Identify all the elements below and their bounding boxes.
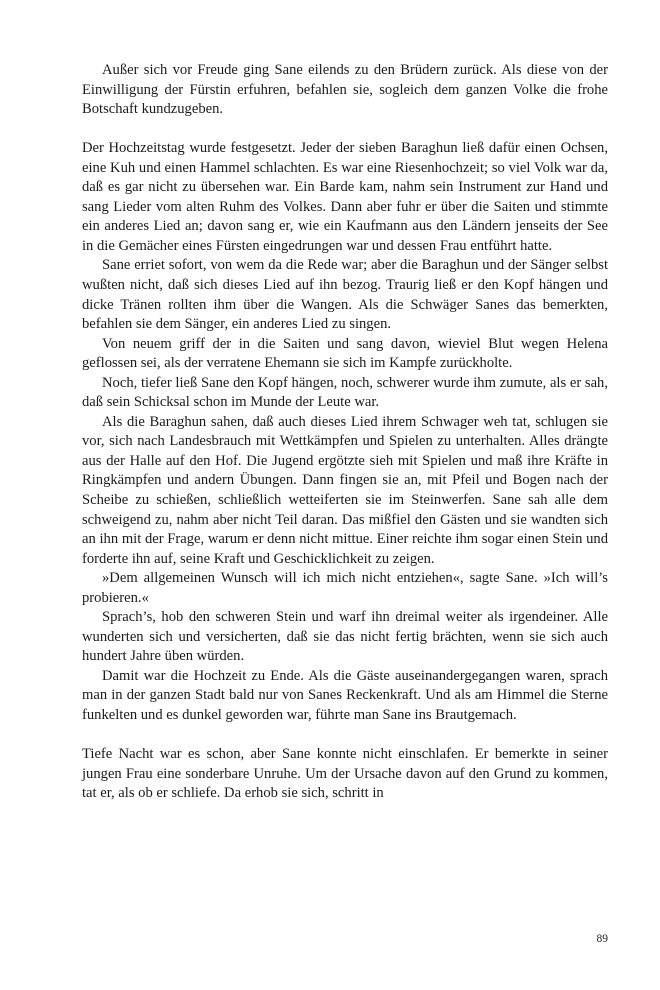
page-number: 89 xyxy=(596,933,608,945)
paragraph-8: Sprach’s, hob den schweren Stein und warf ihn dreimal weiter als irgendeiner. Alle wunderten sich und versicherten, daß sie das nicht fertig brächten, wenn sie sich auch hundert Jahre üben würden. xyxy=(82,609,608,665)
paragraph-4: Von neuem griff der in die Saiten und sang davon, wieviel Blut wegen Helena geflossen sei, als der verratene Ehemann sie sich im Kampfe zurückholte. xyxy=(82,335,608,372)
paragraph-6: Als die Baraghun sahen, daß auch dieses Lied ihrem Schwager weh tat, schlugen sie vor, sich nach Landesbrauch mit Wettkämpfen und Spielen zu unterhalten. Alles drängte aus der Halle auf den Hof. Die Jugend ergötzte sieh mit Spielen und maß ihre Kräfte in Ringkämpfen und andern Übungen. Dann fingen sie an, mit Pfeil und Bogen nach der Scheibe zu schießen, schließlich wetteiferten sie im Steinwerfen. Sane sah alle dem schweigend zu, nahm aber nicht Teil daran. Das mißfiel den Gästen und sie wandten sich an ihn mit der Frage, warum er denn nicht mittue. Einer reichte ihm sogar einen Stein und forderte ihn auf, seine Kraft und Geschicklichkeit zu zeigen. xyxy=(82,413,608,567)
paragraph-5: Noch, tiefer ließ Sane den Kopf hängen, noch, schwerer wurde ihm zumute, als er sah, daß sein Schicksal schon im Munde der Leute war. xyxy=(82,374,608,411)
paragraph-3: Sane erriet sofort, von wem da die Rede war; aber die Baraghun und der Sänger selbst wußten nicht, daß sich dieses Lied auf ihn bezog. Traurig ließ er den Kopf hängen und dicke Tränen rollten ihm über die Wangen. Als die Schwäger Sanes das bemerkten, befahlen sie dem Sänger, ein anderes Lied zu singen. xyxy=(82,257,608,333)
page-body xyxy=(82,61,608,804)
paragraph-10: Tiefe Nacht war es schon, aber Sane konnte nicht einschlafen. Er bemerkte in seiner jungen Frau eine sonderbare Unruhe. Um der Ursache davon auf den Grund zu kommen, tat er, als ob er schliefe. Da erhob sie sich, schritt in xyxy=(82,746,608,802)
paragraph-7: »Dem allgemeinen Wunsch will ich mich nicht entziehen«, sagte Sane. »Ich will’s probieren.« xyxy=(82,570,608,606)
paragraph-9: Damit war die Hochzeit zu Ende. Als die Gäste auseinandergegangen waren, sprach man in der ganzen Stadt bald nur von Sanes Reckenkraft. Und als am Himmel die Sterne funkelten und es dunkel geworden war, führte man Sane ins Brautgemach. xyxy=(82,667,608,723)
paragraph-1: Außer sich vor Freude ging Sane eilends zu den Brüdern zurück. Als diese von der Einwilligung der Fürstin erfuhren, befahlen sie, sogleich dem ganzen Volke die frohe Botschaft kundzugeben. xyxy=(82,62,608,118)
paragraph-2: Der Hochzeitstag wurde festgesetzt. Jeder der sieben Baraghun ließ dafür einen Ochsen, eine Kuh und einen Hammel schlachten. Es war eine Riesenhochzeit; so viel Volk war da, daß es gar nicht zu übersehen war. Ein Barde kam, nahm sein Instrument zur Hand und sang Lieder vom alten Ruhm des Volkes. Dann aber fuhr er über die Saiten und stimmte ein anderes Lied an; davon sang er, wie ein Kaufmann aus den Ländern jenseits der See in die Gemächer eines Fürsten eingedrungen war und dessen Frau entführt hatte. xyxy=(82,140,608,254)
